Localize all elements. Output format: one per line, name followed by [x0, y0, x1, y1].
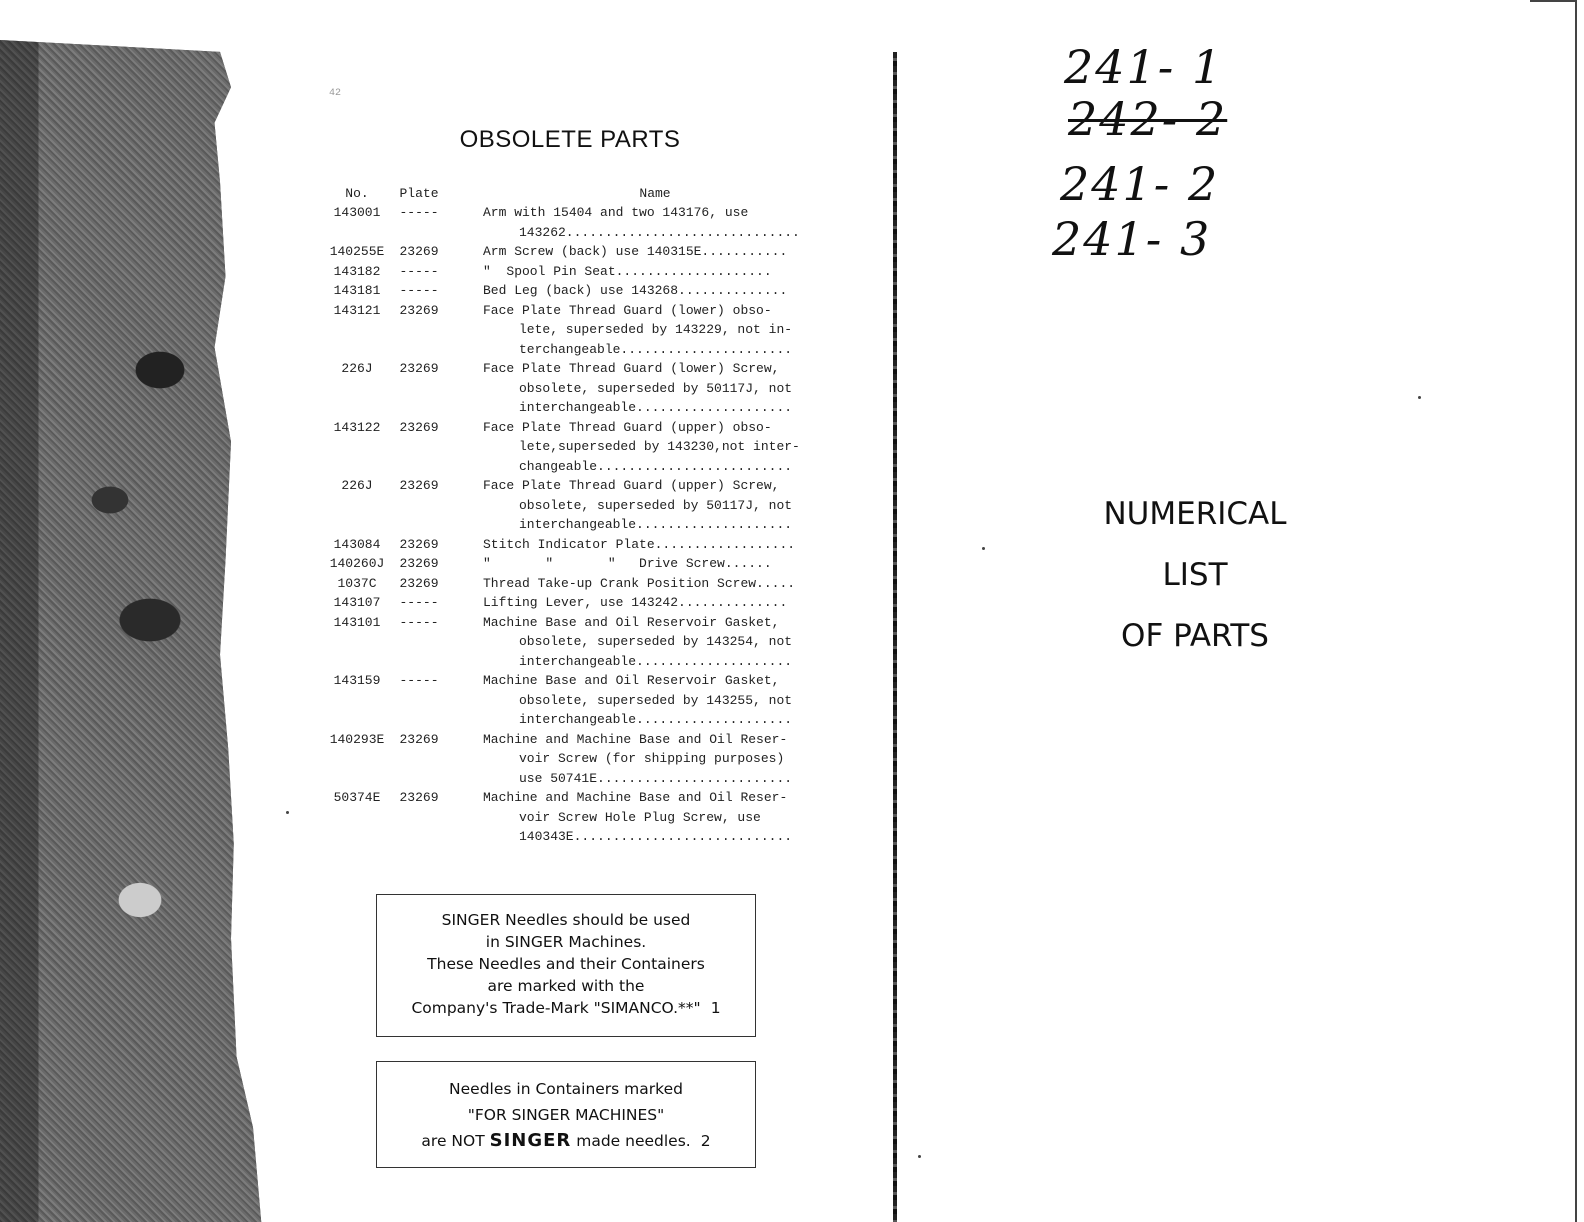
- title-line-numerical: NUMERICAL: [1103, 496, 1287, 532]
- header-no: No.: [345, 186, 369, 201]
- part-plate: 23269: [399, 419, 439, 435]
- part-name-line: Machine Base and Oil Reservoir Gasket,: [483, 673, 780, 688]
- part-name: [447, 418, 843, 477]
- part-name-line: lete, superseded by 143229, not in-: [519, 322, 793, 337]
- part-plate: 23269: [399, 790, 439, 805]
- part-number: 143107: [333, 595, 381, 610]
- part-name-line: Thread Take-up Crank Position Screw.....: [483, 575, 796, 591]
- table-row: [323, 613, 843, 672]
- scanned-page-edge: [0, 40, 275, 1222]
- notice-2-line-2: "FOR SINGER MACHINES": [467, 1106, 665, 1124]
- notice-2-singer-brand: SINGER: [489, 1130, 572, 1151]
- table-row: [323, 359, 843, 418]
- part-name: [447, 671, 843, 730]
- parts-table-header: [323, 184, 843, 203]
- part-name-line: voir Screw Hole Plug Screw, use: [519, 809, 761, 825]
- part-number: 143122: [333, 419, 381, 435]
- part-plate: 23269: [399, 478, 439, 493]
- part-name-line: Arm Screw (back) use 140315E...........: [483, 244, 788, 259]
- notice-1-line: SINGER Needles should be used: [441, 911, 691, 929]
- part-plate: 23269: [399, 361, 439, 376]
- part-number: 143181: [333, 283, 381, 298]
- part-name: [447, 574, 843, 594]
- part-name-line: obsolete, superseded by 50117J, not: [519, 380, 793, 396]
- notice-1-line: These Needles and their Containers: [427, 955, 705, 973]
- table-row: [323, 262, 843, 282]
- part-number: 143084: [333, 536, 381, 552]
- part-number: 143182: [333, 263, 381, 279]
- part-name: [447, 203, 843, 242]
- part-plate: -----: [399, 205, 439, 220]
- part-name-line: lete,superseded by 143230,not inter-: [519, 439, 800, 454]
- notice-1-line: in SINGER Machines.: [485, 933, 647, 951]
- part-name: [447, 554, 843, 574]
- part-plate: 23269: [399, 731, 439, 747]
- part-number: 140255E: [329, 244, 385, 259]
- part-name-line: Face Plate Thread Guard (upper) obso-: [483, 419, 772, 435]
- part-name-line: interchangeable....................: [519, 712, 793, 727]
- part-name-line: 140343E............................: [519, 829, 793, 844]
- part-name-line: 143262..............................: [519, 224, 800, 240]
- part-name: [447, 476, 843, 535]
- part-plate: 23269: [399, 244, 439, 259]
- part-name-line: interchangeable....................: [519, 517, 793, 532]
- title-line-list: LIST: [1162, 557, 1228, 593]
- part-name-line: " Spool Pin Seat....................: [483, 263, 772, 279]
- part-name-line: interchangeable....................: [519, 653, 793, 669]
- table-row: [323, 242, 843, 262]
- part-name-line: obsolete, superseded by 143255, not: [519, 692, 793, 708]
- part-name-line: Face Plate Thread Guard (lower) Screw,: [483, 361, 780, 376]
- part-name-line: Machine Base and Oil Reservoir Gasket,: [483, 614, 780, 630]
- notice-1-number: 1: [710, 999, 721, 1017]
- part-number: 140260J: [329, 556, 385, 571]
- part-number: 1037C: [337, 575, 377, 591]
- page-number: 42: [329, 88, 342, 99]
- part-name-line: terchangeable......................: [519, 341, 793, 357]
- scan-speck: [918, 1155, 921, 1158]
- part-name-line: Face Plate Thread Guard (lower) obso-: [483, 302, 772, 318]
- notice-2-line-3-pre: are NOT: [421, 1132, 485, 1150]
- title-line-of-parts: OF PARTS: [1121, 618, 1269, 654]
- page-gutter: [893, 52, 897, 1222]
- part-name-line: obsolete, superseded by 143254, not: [519, 634, 793, 649]
- part-name-line: Lifting Lever, use 143242..............: [483, 595, 788, 610]
- part-name-line: use 50741E.........................: [519, 770, 793, 786]
- table-row: [323, 671, 843, 730]
- obsolete-parts-table: [323, 184, 843, 847]
- right-page-border-top: [1530, 0, 1576, 2]
- part-name: [447, 262, 843, 282]
- for-singer-machines-notice: [376, 1061, 756, 1168]
- part-plate: -----: [399, 673, 439, 688]
- table-row: [323, 301, 843, 360]
- part-name-line: Bed Leg (back) use 143268..............: [483, 283, 788, 298]
- notice-1-lines: [377, 909, 755, 997]
- part-name-line: Stitch Indicator Plate..................: [483, 536, 796, 552]
- notice-2-line-1: Needles in Containers marked: [449, 1080, 683, 1098]
- table-row: [323, 203, 843, 242]
- handwritten-model-3: 241- 3: [1052, 212, 1212, 266]
- numerical-list-title: [1090, 490, 1300, 673]
- part-name: [447, 535, 843, 555]
- part-number: 143159: [333, 673, 381, 688]
- notice-1-trademark-text: Company's Trade-Mark "SIMANCO.**": [411, 999, 701, 1017]
- handwritten-model-1: 241- 1: [1064, 40, 1224, 94]
- part-number: 143101: [333, 614, 381, 630]
- table-row: [323, 593, 843, 613]
- part-plate: 23269: [399, 536, 439, 552]
- table-row: [323, 574, 843, 594]
- part-plate: -----: [399, 283, 439, 298]
- table-row: [323, 476, 843, 535]
- table-row: [323, 281, 843, 301]
- part-name-line: Machine and Machine Base and Oil Reser-: [483, 731, 788, 747]
- handwritten-model-crossed: 242- 2: [1068, 92, 1228, 146]
- part-name-line: Machine and Machine Base and Oil Reser-: [483, 790, 788, 805]
- handwritten-model-2: 241- 2: [1060, 157, 1220, 211]
- part-plate: -----: [399, 263, 439, 279]
- notice-2-line-3: [377, 1128, 755, 1154]
- part-name: [447, 613, 843, 672]
- scan-speck: [982, 547, 985, 550]
- table-row: [323, 535, 843, 555]
- part-number: 226J: [341, 361, 373, 376]
- right-page-border: [1575, 0, 1577, 1222]
- table-row: [323, 788, 843, 847]
- part-name-line: " " " Drive Screw......: [483, 556, 772, 571]
- singer-needles-notice: [376, 894, 756, 1037]
- part-name: [447, 359, 843, 418]
- part-name: [447, 242, 843, 262]
- part-name: [447, 281, 843, 301]
- notice-1-line: are marked with the: [487, 977, 645, 995]
- header-plate: Plate: [399, 186, 439, 201]
- part-plate: 23269: [399, 575, 439, 591]
- part-plate: -----: [399, 614, 439, 630]
- part-name-line: changeable.........................: [519, 458, 793, 474]
- part-name-line: Arm with 15404 and two 143176, use: [483, 205, 749, 220]
- part-number: 143001: [333, 205, 381, 220]
- notice-1-last-line: [377, 997, 755, 1019]
- part-name-line: interchangeable....................: [519, 400, 793, 415]
- part-name-line: voir Screw (for shipping purposes): [519, 751, 785, 766]
- table-row: [323, 554, 843, 574]
- part-name: [447, 730, 843, 789]
- notice-2-number: 2: [700, 1132, 711, 1150]
- obsolete-parts-title: OBSOLETE PARTS: [459, 126, 681, 153]
- part-number: 143121: [333, 302, 381, 318]
- part-name: [447, 788, 843, 847]
- header-name: Name: [639, 186, 671, 201]
- scan-speck: [1418, 396, 1421, 399]
- scan-speck: [286, 811, 289, 814]
- part-name-line: obsolete, superseded by 50117J, not: [519, 497, 793, 513]
- notice-2-line-3-post: made needles.: [576, 1132, 691, 1150]
- part-plate: 23269: [399, 556, 439, 571]
- table-row: [323, 418, 843, 477]
- parts-table-body: [323, 203, 843, 847]
- part-plate: 23269: [399, 302, 439, 318]
- part-number: 226J: [341, 478, 373, 493]
- part-number: 50374E: [333, 790, 381, 805]
- part-plate: -----: [399, 595, 439, 610]
- part-name: [447, 301, 843, 360]
- table-row: [323, 730, 843, 789]
- part-name: [447, 593, 843, 613]
- part-number: 140293E: [329, 731, 385, 747]
- part-name-line: Face Plate Thread Guard (upper) Screw,: [483, 478, 780, 493]
